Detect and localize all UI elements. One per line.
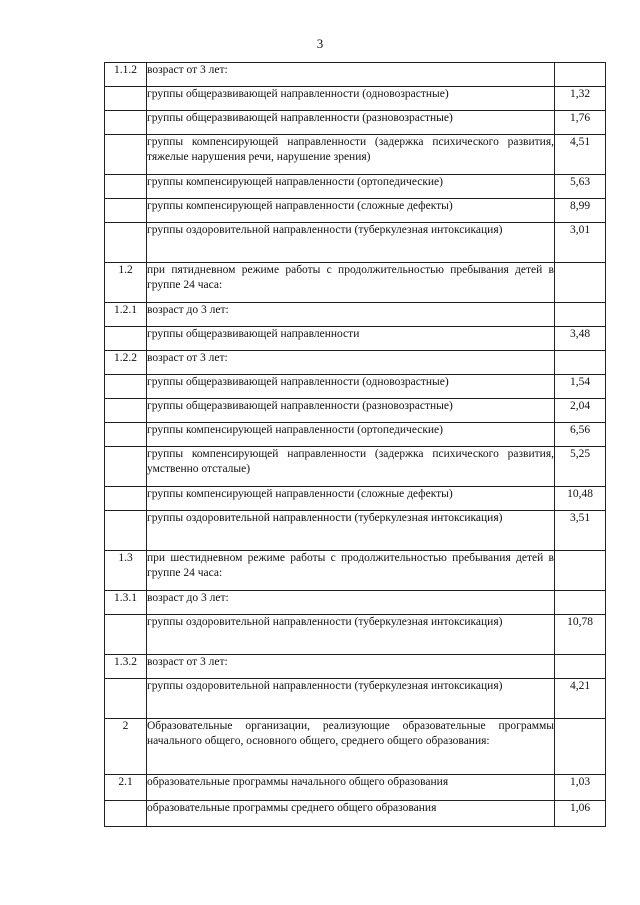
row-description: группы общеразвивающей направленности (разновозрастные) [147, 111, 555, 135]
row-description: группы оздоровительной направленности (туберкулезная интоксикация) [147, 511, 555, 551]
coefficients-table [104, 62, 606, 827]
row-value [555, 591, 606, 615]
row-value [555, 655, 606, 679]
table-row [105, 551, 606, 591]
row-number [105, 615, 147, 655]
row-value: 1,06 [555, 801, 606, 827]
row-number [105, 175, 147, 199]
row-description: группы компенсирующей направленности (задержка психического развития, тяжелые нарушения речи, нарушение зрения) [147, 135, 555, 175]
row-number [105, 199, 147, 223]
row-number: 2.1 [105, 775, 147, 801]
row-description: группы оздоровительной направленности (туберкулезная интоксикация) [147, 615, 555, 655]
row-number [105, 679, 147, 719]
row-value: 1,76 [555, 111, 606, 135]
row-value: 3,01 [555, 223, 606, 263]
table-row [105, 63, 606, 87]
row-number [105, 111, 147, 135]
row-description: при шестидневном режиме работы с продолжительностью пребывания детей в группе 24 часа: [147, 551, 555, 591]
table-row [105, 423, 606, 447]
table-row [105, 591, 606, 615]
row-value [555, 551, 606, 591]
row-description: группы общеразвивающей направленности (одновозрастные) [147, 375, 555, 399]
row-number: 1.2 [105, 263, 147, 303]
row-value [555, 303, 606, 327]
table-row [105, 327, 606, 351]
row-description: группы оздоровительной направленности (туберкулезная интоксикация) [147, 223, 555, 263]
table-row [105, 615, 606, 655]
row-value: 2,04 [555, 399, 606, 423]
table-row [105, 679, 606, 719]
table-row [105, 719, 606, 775]
row-number [105, 135, 147, 175]
row-description: группы компенсирующей направленности (ортопедические) [147, 423, 555, 447]
row-number [105, 327, 147, 351]
row-value: 1,54 [555, 375, 606, 399]
row-description: группы общеразвивающей направленности (разновозрастные) [147, 399, 555, 423]
row-value: 10,78 [555, 615, 606, 655]
row-number: 1.2.2 [105, 351, 147, 375]
row-value: 1,32 [555, 87, 606, 111]
row-value [555, 263, 606, 303]
table-row [105, 655, 606, 679]
row-number [105, 375, 147, 399]
table-row [105, 175, 606, 199]
row-number [105, 487, 147, 511]
row-description: образовательные программы начального общего образования [147, 775, 555, 801]
table-row [105, 801, 606, 827]
row-description: образовательные программы среднего общего образования [147, 801, 555, 827]
row-value: 6,56 [555, 423, 606, 447]
table-row [105, 775, 606, 801]
table-row [105, 303, 606, 327]
table-row [105, 87, 606, 111]
table-row [105, 135, 606, 175]
row-number: 1.3 [105, 551, 147, 591]
row-description: группы компенсирующей направленности (задержка психического развития, умственно отсталые) [147, 447, 555, 487]
row-value [555, 63, 606, 87]
row-description: при пятидневном режиме работы с продолжительностью пребывания детей в группе 24 часа: [147, 263, 555, 303]
row-description: группы компенсирующей направленности (сложные дефекты) [147, 487, 555, 511]
row-value: 3,51 [555, 511, 606, 551]
row-value: 4,51 [555, 135, 606, 175]
row-number [105, 447, 147, 487]
row-value [555, 351, 606, 375]
row-value: 4,21 [555, 679, 606, 719]
row-number: 1.3.2 [105, 655, 147, 679]
row-description: возраст до 3 лет: [147, 591, 555, 615]
table-row [105, 199, 606, 223]
row-number [105, 87, 147, 111]
row-description: возраст от 3 лет: [147, 655, 555, 679]
row-value: 8,99 [555, 199, 606, 223]
row-number: 2 [105, 719, 147, 775]
row-number: 1.1.2 [105, 63, 147, 87]
row-number [105, 423, 147, 447]
row-value: 5,25 [555, 447, 606, 487]
row-value: 5,63 [555, 175, 606, 199]
table-row [105, 351, 606, 375]
row-description: возраст до 3 лет: [147, 303, 555, 327]
row-description: группы общеразвивающей направленности [147, 327, 555, 351]
row-number [105, 801, 147, 827]
row-description: группы компенсирующей направленности (ортопедические) [147, 175, 555, 199]
row-number: 1.2.1 [105, 303, 147, 327]
table-row [105, 111, 606, 135]
row-value [555, 719, 606, 775]
row-description: возраст от 3 лет: [147, 63, 555, 87]
row-number [105, 399, 147, 423]
table-row [105, 375, 606, 399]
row-value: 3,48 [555, 327, 606, 351]
table-row [105, 223, 606, 263]
table-row [105, 399, 606, 423]
table-row [105, 263, 606, 303]
row-description: группы общеразвивающей направленности (одновозрастные) [147, 87, 555, 111]
page-number: 3 [316, 36, 324, 51]
table-row [105, 447, 606, 487]
row-description: группы оздоровительной направленности (туберкулезная интоксикация) [147, 679, 555, 719]
table-row [105, 487, 606, 511]
row-description: возраст от 3 лет: [147, 351, 555, 375]
row-number [105, 223, 147, 263]
row-description: Образовательные организации, реализующие образовательные программы начального общего, основного общего, среднего общего образования: [147, 719, 555, 775]
row-description: группы компенсирующей направленности (сложные дефекты) [147, 199, 555, 223]
row-value: 10,48 [555, 487, 606, 511]
row-number [105, 511, 147, 551]
row-value: 1,03 [555, 775, 606, 801]
row-number: 1.3.1 [105, 591, 147, 615]
table-row [105, 511, 606, 551]
